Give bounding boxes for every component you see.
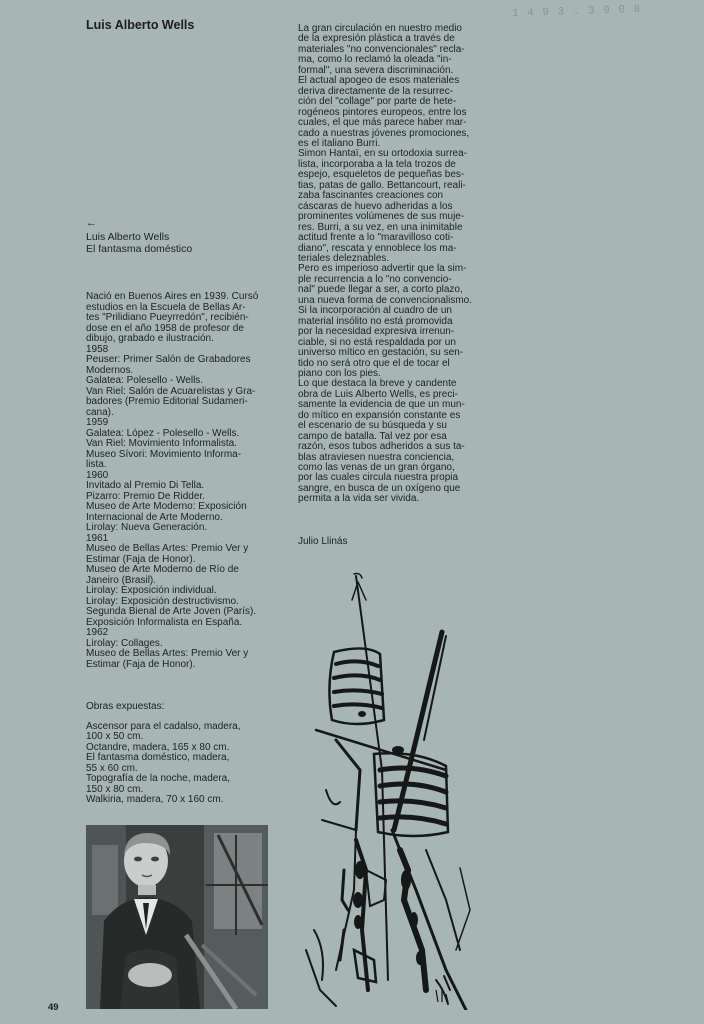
bio-line: Peuser: Primer Salón de Grabadores — [86, 354, 251, 365]
article-line: tido no será otro que el de tocar el — [298, 357, 450, 369]
article-line: nal" puede llegar a ser, a corto plazo, — [298, 284, 463, 296]
bio-line: Segunda Bienal de Arte Joven (París). — [86, 606, 257, 617]
article-line: de la expresión plástica a través de — [298, 33, 455, 45]
article-signature: Julio Llinás — [298, 536, 348, 547]
article-line: sangre, en busca de un oxígeno que — [298, 482, 461, 494]
bio-line: Modernos. — [86, 364, 134, 376]
article-line: blas atraviesen nuestra conciencia, — [298, 451, 455, 463]
work-entry-line: 55 x 60 cm. — [86, 762, 138, 774]
page-number: 49 — [48, 1002, 59, 1013]
artist-portrait-photo — [86, 825, 268, 1009]
article-line: piano con los pies. — [298, 367, 381, 379]
article-line: prominentes volúmenes de sus muje- — [298, 211, 465, 223]
bio-line: Museo Sívori: Movimiento Informa- — [86, 448, 242, 460]
bio-line: Museo de Bellas Artes: Premio Ver y — [86, 648, 249, 659]
works-list — [86, 722, 272, 806]
bio-line: estudios en la Escuela de Bellas Ar- — [86, 301, 246, 313]
article-line: rogéneos pintores europeos, entre los — [298, 106, 467, 118]
article-line: cáscaras de huevo adheridas a los — [298, 200, 453, 212]
work-entry-line: Topografía de la noche, madera, — [86, 773, 230, 784]
article-line: campo de batalla. Tal vez por esa — [298, 430, 447, 442]
artist-biography — [86, 292, 272, 670]
article-line: tias, patas de gallo. Bettancourt, reali- — [298, 179, 466, 191]
article-line: ple recurrencia a lo "no convencio- — [298, 273, 452, 285]
bio-line: tes "Prilidiano Pueyrredón", recibién- — [86, 312, 249, 323]
article-line: cuales, el que más parece haber mar- — [298, 117, 467, 129]
bio-line: badores (Premio Editorial Sudameri- — [86, 396, 248, 407]
bio-line: Exposición Informalista en España. — [86, 616, 243, 628]
bio-line: dose en el año 1958 de profesor de — [86, 322, 244, 334]
article-line: ción del "collage" por parte de hete- — [298, 96, 457, 108]
work-entry-line: 100 x 50 cm. — [86, 731, 144, 742]
artist-title: Luis Alberto Wells — [86, 18, 195, 32]
article-line: universo mítico en gestación, su sen- — [298, 347, 464, 359]
bio-line: Estimar (Faja de Honor). — [86, 658, 196, 670]
bio-line: Nació en Buenos Aires en 1939. Cursó — [86, 291, 259, 302]
article-line: por la necesidad expresiva irrenun- — [298, 326, 455, 338]
bio-line: Pizarro: Premio De Ridder. — [86, 490, 205, 502]
article-line: ma, como lo reclamó la oleada "in- — [298, 54, 452, 66]
bio-line: Lirolay: Exposición destructivismo. — [86, 595, 239, 607]
exhibited-works — [86, 702, 272, 806]
caption-artist: Luis Alberto Wells — [86, 231, 170, 243]
article-line: el escenario de su búsqueda y su — [298, 420, 447, 432]
article-line: formal", una severa discriminación. — [298, 64, 454, 76]
article-line: deriva directamente de la resurrec- — [298, 85, 454, 97]
article-line: do mítico en expansión constante es — [298, 409, 461, 421]
bio-line: Galatea: López - Polesello - Wells. — [86, 427, 240, 439]
article-line: zaba fascinantes creaciones con — [298, 190, 444, 202]
article-text — [298, 24, 516, 505]
work-entry-line: 150 x 80 cm. — [86, 783, 144, 795]
article-line: es el italiano Burri. — [298, 137, 381, 149]
bio-line: Lirolay: Collages. — [86, 637, 163, 649]
article-line: La gran circulación en nuestro medio — [298, 23, 462, 34]
bio-line: Lirolay: Nueva Generación. — [86, 522, 208, 533]
article-line: por las cuales circula nuestra propia — [298, 472, 459, 484]
bio-line: Museo de Arte Moderno: Exposición — [86, 501, 247, 512]
bio-line: 1962 — [86, 627, 109, 638]
sculpture-sketch-drawing — [296, 570, 482, 1010]
bio-line: lista. — [86, 459, 107, 470]
works-heading: Obras expuestas: — [86, 701, 165, 712]
article-line: espejo, esqueletos de pequeñas bes- — [298, 169, 465, 181]
artwork-caption — [86, 218, 286, 255]
bio-line: Van Riel: Salón de Acuarelistas y Gra- — [86, 385, 256, 397]
work-entry-line: Walkiria, madera, 70 x 160 cm. — [86, 794, 224, 805]
article-line: materiales "no convencionales" recla- — [298, 43, 465, 55]
caption-work: El fantasma doméstico — [86, 243, 193, 255]
article-line: material insólito no está promovida — [298, 315, 453, 327]
bio-line: Internacional de Arte Moderno. — [86, 511, 223, 523]
bio-line: Estimar (Faja de Honor). — [86, 553, 196, 565]
article-line: El actual apogeo de esos materiales — [298, 75, 460, 87]
article-line: Simon Hantaï, en su ortodoxia surrea- — [298, 148, 467, 160]
article-line: ciable, si no está respaldada por un — [298, 336, 456, 348]
article-line: Pero es imperioso advertir que la sim- — [298, 263, 467, 275]
work-entry-line: Octandre, madera, 165 x 80 cm. — [86, 741, 230, 753]
article-line: teriales deleznables. — [298, 252, 390, 264]
article-line: actitud frente a lo "maravilloso coti- — [298, 232, 454, 244]
bio-line: 1961 — [86, 532, 109, 544]
bio-line: Invitado al Premio Di Tella. — [86, 480, 205, 491]
article-line: Lo que destaca la breve y candente — [298, 378, 457, 390]
work-entry-line: Ascensor para el cadalso, madera, — [86, 720, 241, 732]
article-line: una nueva forma de convencionalismo. — [298, 294, 472, 306]
article-line: diano", rescata y ennoblece los ma- — [298, 242, 457, 254]
bio-line: 1960 — [86, 469, 109, 481]
bio-line: Janeiro (Brasil). — [86, 574, 157, 586]
bio-line: 1958 — [86, 343, 109, 355]
bio-line: Museo de Arte Moderno de Río de — [86, 564, 239, 575]
article-line: lista, incorporaba a la tela trozos de — [298, 158, 456, 170]
bio-line: dibujo, grabado e ilustración. — [86, 333, 214, 344]
work-entry-line: El fantasma doméstico, madera, — [86, 752, 230, 763]
bio-line: Museo de Bellas Artes: Premio Ver y — [86, 543, 249, 554]
article-line: como las venas de un gran órgano, — [298, 462, 455, 474]
article-line: permita a la vida ser vivida. — [298, 493, 420, 505]
bio-line: cana). — [86, 406, 114, 418]
article-line: obra de Luis Alberto Wells, es preci- — [298, 388, 458, 400]
article-line: Si la incorporación al cuadro de un — [298, 305, 452, 317]
archive-stamp: 1 4 9 3 . 3 9 0 8 — [511, 3, 642, 21]
portrait-image — [86, 825, 268, 1009]
bio-line: Lirolay: Exposición individual. — [86, 585, 217, 596]
article-line: cado a nuestras jóvenes promociones, — [298, 127, 470, 139]
bio-line: Van Riel: Movimiento Informalista. — [86, 438, 237, 449]
bio-line: Galatea: Polesello - Wells. — [86, 375, 204, 386]
article-line: res. Burri, a su vez, en una inimitable — [298, 221, 463, 233]
bio-line: 1959 — [86, 417, 109, 428]
left-arrow-icon: ← — [86, 217, 97, 229]
article-line: samente la evidencia de que un mun- — [298, 399, 465, 411]
article-line: razón, esos tubos adheridos a sus ta- — [298, 441, 465, 453]
